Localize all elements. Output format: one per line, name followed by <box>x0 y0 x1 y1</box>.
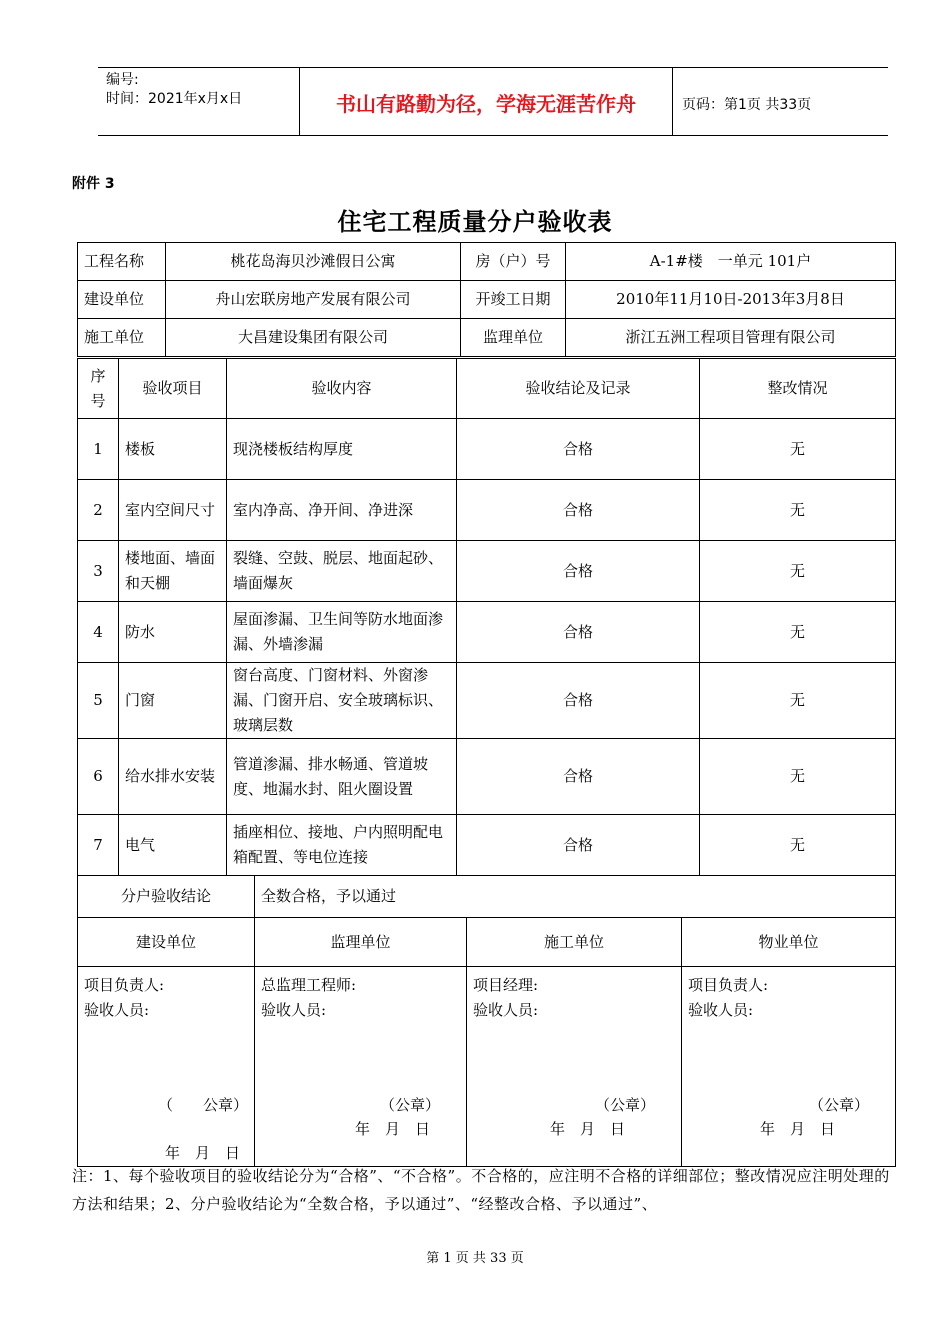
item-content: 室内净高、净开间、净进深 <box>227 480 457 541</box>
item-content: 现浇楼板结构厚度 <box>227 419 457 480</box>
date-label: 年 月 日 <box>164 1144 240 1162</box>
inspector-line: 验收人员: <box>261 1001 327 1019</box>
item-content: 裂缝、空鼓、脱层、地面起砂、墙面爆灰 <box>227 541 457 602</box>
signer-line: 项目经理: <box>473 976 539 994</box>
number-label: 编号: <box>106 72 139 88</box>
conclusion-value: 全数合格，予以通过 <box>255 876 896 918</box>
header-top-rule <box>98 67 888 68</box>
col-header-rectify: 整改情况 <box>700 359 896 419</box>
item-result: 合格 <box>457 663 700 739</box>
seal-label: （公章） <box>379 1096 440 1114</box>
item-no: 6 <box>78 739 119 815</box>
col-header-result: 验收结论及记录 <box>457 359 700 419</box>
table-row <box>78 480 896 541</box>
table-row <box>78 541 896 602</box>
signoff-header-contractor: 施工单位 <box>467 918 682 967</box>
page-footer: 第 1 页 共 33 页 <box>426 1251 524 1266</box>
unit-no-label: 房（户）号 <box>461 243 566 281</box>
conclusion-label: 分户验收结论 <box>78 876 255 918</box>
item-no: 3 <box>78 541 119 602</box>
date-label: 年 月 日 <box>549 1120 625 1138</box>
item-result: 合格 <box>457 739 700 815</box>
header-divider <box>672 67 673 135</box>
info-row <box>78 243 896 281</box>
seal-label: （公章） <box>809 1096 870 1114</box>
conclusion-row <box>78 876 896 918</box>
inspector-line: 验收人员: <box>84 1001 150 1019</box>
item-result: 合格 <box>457 541 700 602</box>
project-name-value: 桃花岛海贝沙滩假日公寓 <box>166 243 461 281</box>
signoff-header-property: 物业单位 <box>682 918 896 967</box>
seal-label: （ 公章） <box>157 1096 248 1114</box>
item-rectify: 无 <box>700 419 896 480</box>
date-label: 年 月 日 <box>354 1120 430 1138</box>
project-name-label: 工程名称 <box>78 243 166 281</box>
item-content: 窗台高度、门窗材料、外窗渗漏、门窗开启、安全玻璃标识、玻璃层数 <box>227 663 457 739</box>
item-rectify: 无 <box>700 663 896 739</box>
header-bottom-rule <box>98 135 888 136</box>
date-label: 年 月 日 <box>760 1120 836 1138</box>
dates-label: 开竣工日期 <box>461 281 566 319</box>
contractor-value: 大昌建设集团有限公司 <box>166 319 461 357</box>
item-no: 2 <box>78 480 119 541</box>
item-no: 7 <box>78 815 119 876</box>
item-content: 管道渗漏、排水畅通、管道坡度、地漏水封、阻火圈设置 <box>227 739 457 815</box>
item-name: 电气 <box>119 815 227 876</box>
item-name: 室内空间尺寸 <box>119 480 227 541</box>
signoff-header-row <box>78 918 896 967</box>
page-title: 住宅工程质量分户验收表 <box>337 208 613 236</box>
contractor-label: 施工单位 <box>78 319 166 357</box>
item-name: 楼地面、墙面和天棚 <box>119 541 227 602</box>
item-no: 5 <box>78 663 119 739</box>
item-rectify: 无 <box>700 739 896 815</box>
item-result: 合格 <box>457 419 700 480</box>
signoff-header-builder: 建设单位 <box>78 918 255 967</box>
table-row <box>78 739 896 815</box>
item-name: 门窗 <box>119 663 227 739</box>
col-header-item: 验收项目 <box>119 359 227 419</box>
signer-line: 项目负责人: <box>84 976 165 994</box>
signoff-cell-builder <box>78 967 255 1167</box>
supervisor-value: 浙江五洲工程项目管理有限公司 <box>566 319 896 357</box>
item-name: 防水 <box>119 602 227 663</box>
signoff-cell-supervisor <box>255 967 467 1167</box>
inspector-line: 验收人员: <box>473 1001 539 1019</box>
table-row <box>78 815 896 876</box>
col-header-content: 验收内容 <box>227 359 457 419</box>
seal-label: （公章） <box>594 1096 655 1114</box>
info-row <box>78 319 896 357</box>
footnote: 注：1、每个验收项目的验收结论分为“合格”、“不合格”。不合格的，应注明不合格的详细部位；整改情况应注明处理的方法和结果；2、分户验收结论为“全数合格，予以通过”、“经整改合格、予以通过”、 <box>72 1167 890 1213</box>
item-result: 合格 <box>457 480 700 541</box>
item-rectify: 无 <box>700 815 896 876</box>
supervisor-label: 监理单位 <box>461 319 566 357</box>
item-result: 合格 <box>457 602 700 663</box>
item-rectify: 无 <box>700 541 896 602</box>
signer-line: 总监理工程师: <box>261 976 357 994</box>
builder-label: 建设单位 <box>78 281 166 319</box>
inspector-line: 验收人员: <box>688 1001 754 1019</box>
signoff-row <box>78 967 896 1167</box>
header-motto: 书山有路勤为径，学海无涯苦作舟 <box>336 92 636 116</box>
table-row <box>78 419 896 480</box>
signoff-header-supervisor: 监理单位 <box>255 918 467 967</box>
signer-line: 项目负责人: <box>688 976 769 994</box>
builder-value: 舟山宏联房地产发展有限公司 <box>166 281 461 319</box>
header-meta <box>106 71 242 109</box>
dates-value: 2010年11月10日-2013年3月8日 <box>566 281 896 319</box>
item-rectify: 无 <box>700 602 896 663</box>
info-row <box>78 281 896 319</box>
item-result: 合格 <box>457 815 700 876</box>
table-row <box>78 602 896 663</box>
time-label: 时间：2021年x月x日 <box>106 91 243 107</box>
item-name: 楼板 <box>119 419 227 480</box>
item-name: 给水排水安装 <box>119 739 227 815</box>
item-no: 1 <box>78 419 119 480</box>
unit-no-value: A-1#楼 一单元 101户 <box>566 243 896 281</box>
signoff-cell-contractor <box>467 967 682 1167</box>
project-info-table <box>77 242 896 357</box>
table-row <box>78 663 896 739</box>
col-header-no: 序号 <box>78 359 119 419</box>
header-page-info: 页码：第1页 共33页 <box>682 97 812 113</box>
inspection-items-table <box>77 358 896 876</box>
items-header-row <box>78 359 896 419</box>
item-no: 4 <box>78 602 119 663</box>
signoff-table <box>77 875 896 1167</box>
item-content: 屋面渗漏、卫生间等防水地面渗漏、外墙渗漏 <box>227 602 457 663</box>
item-content: 插座相位、接地、户内照明配电箱配置、等电位连接 <box>227 815 457 876</box>
attachment-label: 附件 3 <box>72 176 115 192</box>
item-rectify: 无 <box>700 480 896 541</box>
signoff-cell-property <box>682 967 896 1167</box>
